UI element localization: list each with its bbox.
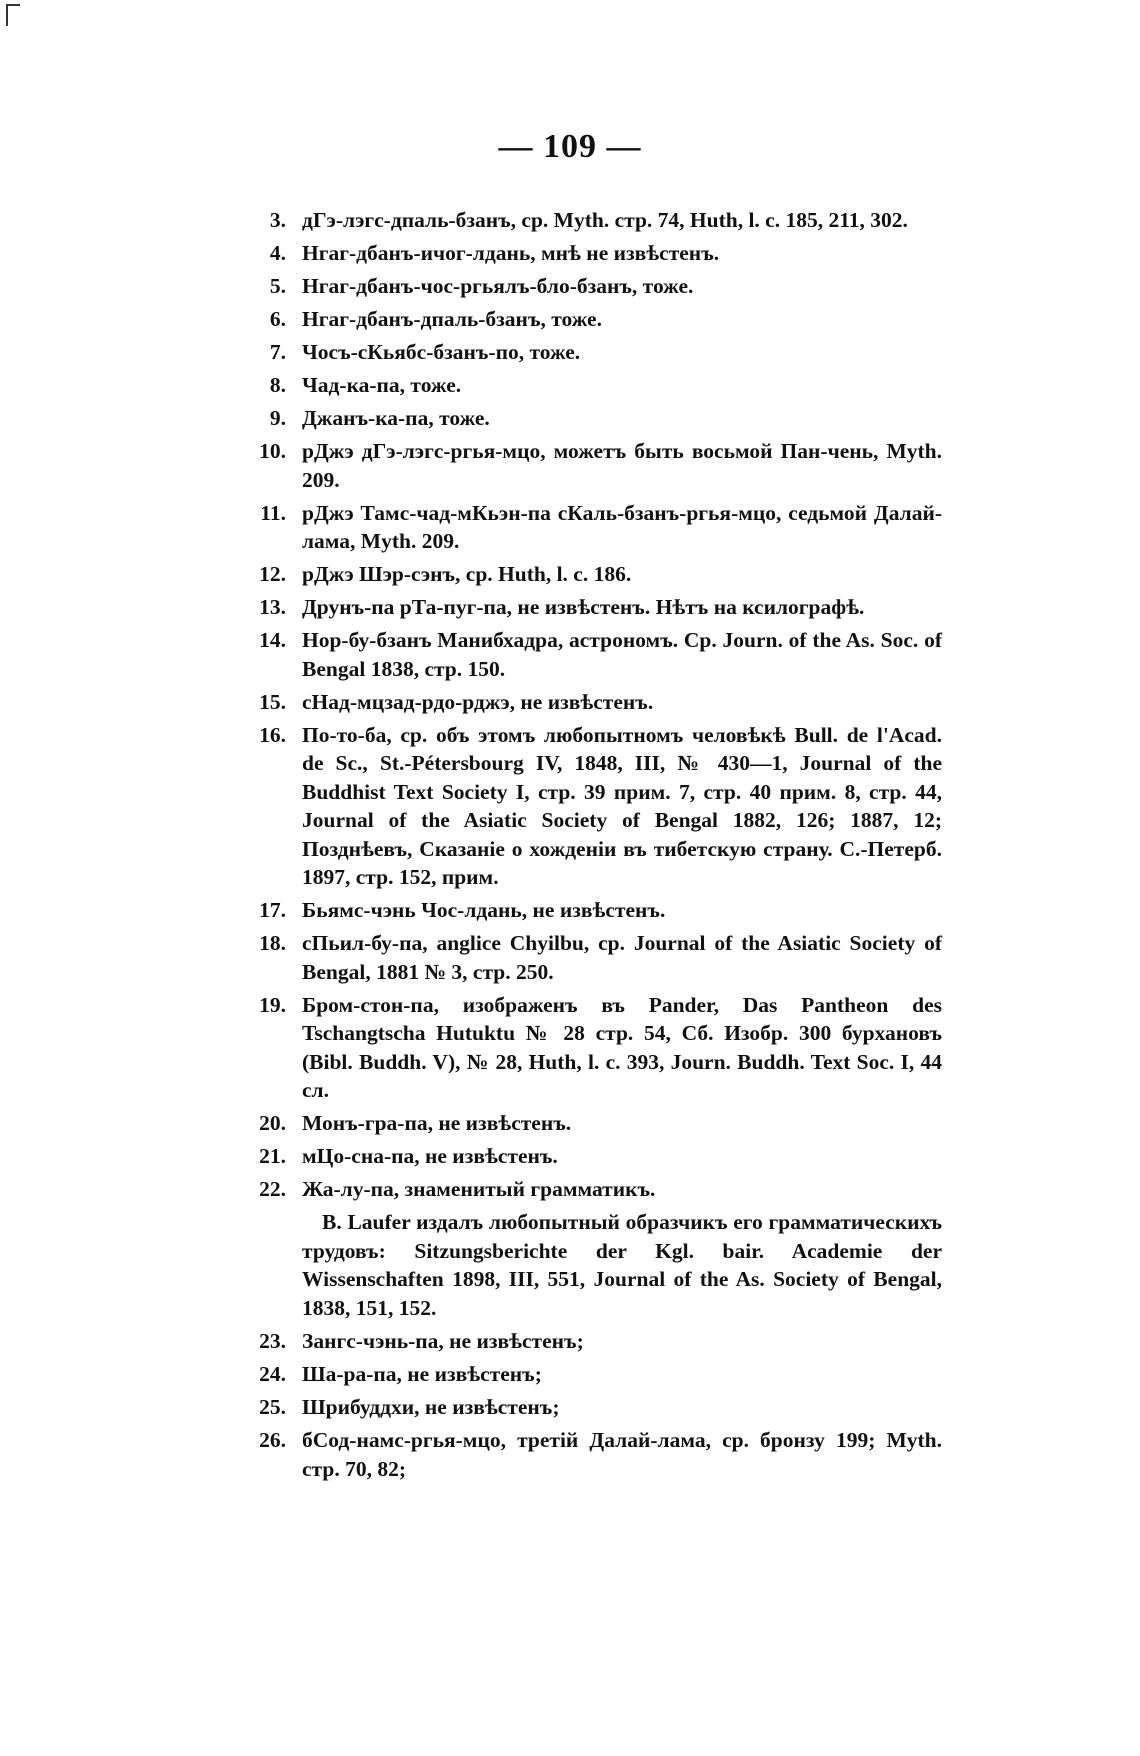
item-number: 5. [269,274,286,298]
item-number: 11. [260,500,286,525]
list-item [240,239,942,268]
scan-corner-mark [6,4,20,6]
item-number: 21. [259,1144,286,1168]
item-text: бСод-намс-ргья-мцо, третій Далай-лама, ср. бронзу 199; Myth. стр. 70, 82; [302,1428,942,1481]
item-number: 19. [259,992,286,1017]
list-item [240,1360,942,1389]
item-number: 23. [259,1329,286,1353]
item-text: Нгаг-дбанъ-дпаль-бзанъ, тоже. [302,307,602,331]
item-text: Нор-бу-бзанъ Манибхадра, астрономъ. Ср. Journ. of the As. Soc. of Bengal 1838, стр. 150. [302,628,942,681]
list-item [240,626,942,683]
list-item [240,1426,942,1483]
item-text: Бьямс-чэнь Чос-лдань, не извѣстенъ. [302,898,666,922]
list-item [240,437,942,494]
list-item [240,371,942,400]
item-number: 17. [259,898,286,922]
item-number: 13. [259,595,286,619]
laufer-paragraph: B. Laufer издалъ любопытный образчикъ его грамматическихъ трудовъ: Sitzungsberichte der Kgl. bair. Academie der Wissenschaften 1898, III, 551, Journal of the As. Society of Bengal, 1838, 151, 152. [302,1210,942,1320]
list-item [240,560,942,589]
entry-list [240,206,942,1204]
item-text: По-то-ба, ср. объ этомъ любопытномъ человѣкѣ Bull. de l'Acad. de Sc., St.-Pétersbourg IV, 1848, III, № 430—1, Journal of the Buddhist Text Society I, стр. 39 прим. 7, стр. 40 прим. 8, стр. 44, Journal of the Asiatic Society of Bengal 1882, 126; 1887, 12; Позднѣевъ, Сказаніе о хожденіи въ тибетскую страну. С.-Петерб. 1897, стр. 152, прим. [302,722,942,889]
item-text: Зангс-чэнь-па, не извѣстенъ; [302,1329,584,1353]
item-number: 16. [259,722,286,747]
list-item [240,1175,942,1204]
item-number: 7. [269,340,286,364]
item-number: 10. [259,439,286,463]
list-item [240,593,942,622]
item-text: Джанъ-ка-па, тоже. [302,406,490,430]
item-text: Нгаг-дбанъ-ичог-лдань, мнѣ не извѣстенъ. [302,241,720,265]
list-item [240,896,942,925]
item-text: Бром-стон-па, изображенъ въ Pander, Das Pantheon des Tschangtscha Hutuktu № 28 стр. 54, Сб. Изобр. 300 бурхановъ (Bibl. Buddh. V), № 28, Huth, l. c. 393, Journ. Buddh. Text Soc. I, 44 сл. [302,992,942,1102]
item-text: сПьил-бу-па, anglice Chyilbu, ср. Journal of the Asiatic Society of Bengal, 1881 № 3, стр. 250. [302,931,942,984]
scan-corner-mark [6,4,8,26]
item-text: Шрибуддхи, не извѣстенъ; [302,1395,560,1419]
item-number: 20. [259,1111,286,1135]
list-item [240,929,942,986]
item-text: рДжэ Тамс-чад-мКьэн-па сКаль-бзанъ-ргья-мцо, седьмой Далай-лама, Myth. 209. [302,500,942,553]
item-text: дГэ-лэгс-дпаль-бзанъ, ср. Myth. стр. 74, Huth, l. c. 185, 211, 302. [302,208,908,232]
list-item [240,1142,942,1171]
item-number: 24. [259,1362,286,1386]
item-text: сНад-мцзад-рдо-рджэ, не извѣстенъ. [302,689,654,714]
item-number: 8. [269,373,286,397]
item-text: мЦо-сна-па, не извѣстенъ. [302,1144,558,1168]
item-number: 15. [259,689,286,714]
item-text: Нгаг-дбанъ-чос-ргьялъ-бло-бзанъ, тоже. [302,274,694,298]
list-item [240,1109,942,1138]
list-item [240,206,942,235]
item-text: рДжэ дГэ-лэгс-ргья-мцо, можетъ быть восьмой Пан-чень, Myth. 209. [302,439,942,492]
item-number: 25. [259,1395,286,1419]
item-number: 4. [269,241,286,265]
entry-list [240,1327,942,1483]
item-number: 6. [269,307,286,331]
list-item [240,688,942,717]
list-item [240,1327,942,1356]
item-text: Друнъ-па рТа-пуг-па, не извѣстенъ. Нѣтъ на ксилографѣ. [302,595,865,619]
list-item [240,272,942,301]
item-number: 22. [259,1177,286,1201]
list-item [240,499,942,556]
list-item [240,991,942,1105]
page-body [240,206,942,1488]
page-number: — 109 — [498,128,642,165]
item-text: Чад-ка-па, тоже. [302,373,462,397]
list-item [240,305,942,334]
item-number: 9. [269,406,286,430]
item-number: 18. [259,931,286,955]
item-text: рДжэ Шэр-сэнъ, ср. Huth, l. c. 186. [302,562,632,586]
list-item [240,338,942,367]
item-number: 26. [259,1428,286,1452]
item-number: 14. [259,628,286,652]
item-text: Монъ-гра-па, не извѣстенъ. [302,1111,572,1135]
item-number: 3. [269,208,286,232]
list-item [240,404,942,433]
list-item [240,1393,942,1422]
item-text: Жа-лу-па, знаменитый грамматикъ. [302,1177,656,1201]
list-item [240,721,942,892]
item-text: Ша-ра-па, не извѣстенъ; [302,1362,542,1386]
item-text: Чосъ-сКьябс-бзанъ-по, тоже. [302,340,581,364]
item-number: 12. [259,562,286,586]
